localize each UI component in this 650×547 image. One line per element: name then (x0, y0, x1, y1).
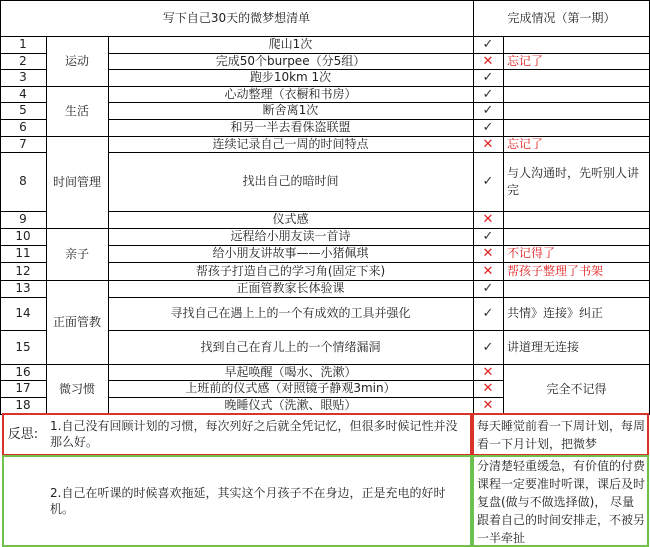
row-number: 12 (15, 263, 31, 278)
grid-line (108, 152, 503, 153)
reflection-answer-1: 每天睡觉前看一下周计划，每周看一下月计划，把微梦 (477, 419, 646, 451)
grid-line (46, 414, 108, 415)
grid-line (0, 262, 46, 263)
row-number: 14 (15, 306, 31, 320)
grid-line (0, 364, 46, 365)
category-micro-habits: 微习惯 (58, 381, 95, 396)
grid-line (503, 228, 650, 229)
grid-line (108, 364, 503, 365)
check-icon: ✓ (482, 281, 494, 296)
grid-line (108, 69, 503, 70)
status-note (503, 211, 650, 228)
status-note: 不记得了 (507, 246, 556, 260)
grid-line (503, 69, 650, 70)
grid-line (503, 211, 650, 212)
task-item: 跑步10km 1次 (249, 70, 332, 84)
grid-line (0, 380, 46, 381)
task-item: 远程给小朋友读一首诗 (230, 229, 351, 243)
grid-line (503, 119, 650, 120)
check-icon: ✓ (482, 37, 494, 52)
grid-line (0, 228, 46, 229)
grid-line (108, 414, 503, 415)
grid-line (503, 102, 650, 103)
row-number: 17 (15, 381, 31, 395)
check-icon: ✓ (482, 70, 494, 85)
task-item: 心动整理（衣橱和书房） (224, 86, 357, 101)
category-sport: 运动 (64, 53, 89, 68)
task-item: 爬山1次 (268, 37, 313, 51)
status-note: 完全不记得 (546, 381, 607, 396)
grid-line (503, 136, 650, 137)
grid-line (46, 86, 108, 87)
check-icon: ✓ (482, 103, 494, 118)
task-item: 帮孩子打造自己的学习角(固定下来) (195, 263, 386, 278)
grid-line (503, 245, 650, 246)
row-number: 11 (15, 246, 31, 260)
reflection-answer-2: 分清楚轻重缓急，有价值的付费课程一定要准时听课，课后及时复盘(做与不做选择做)， 尽量跟着自己的时间安排走，不被另一半牵扯 (477, 459, 646, 545)
grid-line (503, 36, 504, 414)
grid-line (503, 414, 650, 415)
row-number: 8 (19, 174, 27, 188)
grid-line (108, 397, 503, 398)
grid-line (503, 297, 650, 298)
status-note: 讲道理无连接 (507, 339, 580, 354)
status-note: 忘记了 (507, 136, 544, 151)
check-icon: ✓ (482, 339, 494, 355)
status-note (503, 36, 650, 53)
cross-icon: ✕ (482, 212, 494, 227)
cross-icon: ✕ (482, 53, 494, 69)
reflection-label: 反思: (7, 426, 39, 442)
category-time-management: 时间管理 (52, 174, 101, 189)
check-icon: ✓ (482, 86, 494, 102)
cross-icon: ✕ (482, 398, 494, 413)
grid-line (0, 280, 46, 281)
task-item: 早起唤醒（喝水、洗漱） (224, 364, 357, 379)
row-number: 3 (19, 70, 27, 84)
grid-line (0, 211, 46, 212)
grid-line (108, 297, 503, 298)
grid-line (473, 0, 474, 414)
row-number: 7 (19, 136, 27, 151)
category-parenting: 亲子 (64, 246, 89, 261)
row-number: 15 (15, 339, 31, 354)
header-title: 写下自己30天的微梦想清单 (162, 10, 311, 25)
task-item: 找出自己的暗时间 (242, 174, 339, 188)
grid-line (46, 280, 108, 281)
grid-line (46, 228, 108, 229)
grid-line (108, 36, 109, 414)
status-note (503, 228, 650, 245)
task-item: 上班前的仪式感（对照镜子静观3min） (185, 381, 396, 395)
reflection-item-1: 1.自己没有回顾计划的习惯，每次列好之后就全凭记忆，但很多时候记性并没那么好。 (50, 419, 458, 449)
cross-icon: ✕ (482, 381, 494, 396)
grid-line (108, 136, 503, 137)
header-status: 完成情况（第一期） (507, 10, 616, 25)
grid-line (108, 228, 503, 229)
grid-line (503, 330, 650, 331)
task-item: 找到自己在育儿上的一个情绪漏洞 (200, 339, 381, 354)
grid-line (0, 245, 46, 246)
task-item: 仪式感 (272, 212, 309, 226)
row-number: 4 (19, 86, 27, 101)
grid-line (0, 0, 1, 414)
grid-line (503, 262, 650, 263)
task-item: 给小朋友讲故事——小猪佩琪 (212, 246, 369, 260)
grid-line (0, 297, 46, 298)
check-icon: ✓ (482, 174, 494, 189)
grid-line (503, 364, 650, 365)
check-icon: ✓ (482, 229, 494, 244)
grid-line (503, 86, 650, 87)
status-note (503, 69, 650, 86)
grid-line (0, 53, 46, 54)
status-note: 与人沟通时，先听别人讲完 (507, 165, 640, 197)
grid-line (0, 414, 46, 415)
grid-line (108, 102, 503, 103)
grid-line (108, 245, 503, 246)
grid-line (0, 119, 46, 120)
grid-line (503, 280, 650, 281)
row-number: 18 (15, 398, 31, 412)
row-number: 13 (15, 281, 31, 295)
cross-icon: ✕ (482, 136, 494, 152)
grid-line (108, 86, 503, 87)
grid-line (108, 119, 503, 120)
grid-line (108, 330, 503, 331)
grid-line (0, 330, 46, 331)
status-note: 忘记了 (507, 53, 544, 68)
status-note (503, 86, 650, 102)
status-note: 共情》连接》纠正 (507, 306, 604, 320)
grid-line (0, 36, 650, 37)
row-number: 5 (19, 103, 27, 117)
grid-line (0, 397, 46, 398)
status-note: 帮孩子整理了书架 (507, 263, 604, 278)
grid-line (0, 0, 650, 1)
task-item: 寻找自己在遇上上的一个有成效的工具并强化 (170, 306, 411, 320)
grid-line (0, 152, 46, 153)
task-item: 正面管教家长体验课 (236, 281, 345, 295)
task-item: 断舍离1次 (262, 103, 319, 117)
check-icon: ✓ (482, 306, 494, 321)
cross-icon: ✕ (482, 364, 494, 380)
status-note (503, 102, 650, 119)
cross-icon: ✕ (482, 246, 494, 261)
grid-line (503, 53, 650, 54)
reflection-item-2: 2.自己在听课的时候喜欢拖延，其实这个月孩子不在身边，正是充电的好时机。 (50, 485, 446, 516)
grid-line (0, 86, 46, 87)
grid-line (46, 36, 47, 414)
row-number: 1 (19, 37, 27, 51)
grid-line (503, 152, 650, 153)
row-number: 2 (19, 53, 27, 68)
row-number: 10 (15, 229, 31, 243)
grid-line (0, 136, 46, 137)
grid-line (46, 364, 108, 365)
grid-line (0, 69, 46, 70)
category-life: 生活 (64, 103, 89, 118)
status-note (503, 119, 650, 136)
grid-line (108, 262, 503, 263)
task-item: 和另一半去看侏盗联盟 (230, 120, 351, 134)
cross-icon: ✕ (482, 263, 494, 279)
row-number: 9 (19, 212, 27, 226)
check-icon: ✓ (482, 120, 494, 135)
grid-line (108, 380, 503, 381)
grid-line (46, 136, 108, 137)
task-item: 完成50个burpee（分5组） (215, 53, 366, 68)
category-positive-discipline: 正面管教 (52, 314, 101, 329)
grid-line (108, 211, 503, 212)
row-number: 16 (15, 364, 31, 379)
grid-line (108, 280, 503, 281)
task-item: 连续记录自己一周的时间特点 (212, 136, 369, 151)
row-number: 6 (19, 120, 27, 134)
task-item: 晚睡仪式（洗漱、眼贴） (224, 398, 357, 412)
grid-line (108, 53, 503, 54)
status-note (503, 280, 650, 297)
grid-line (0, 102, 46, 103)
